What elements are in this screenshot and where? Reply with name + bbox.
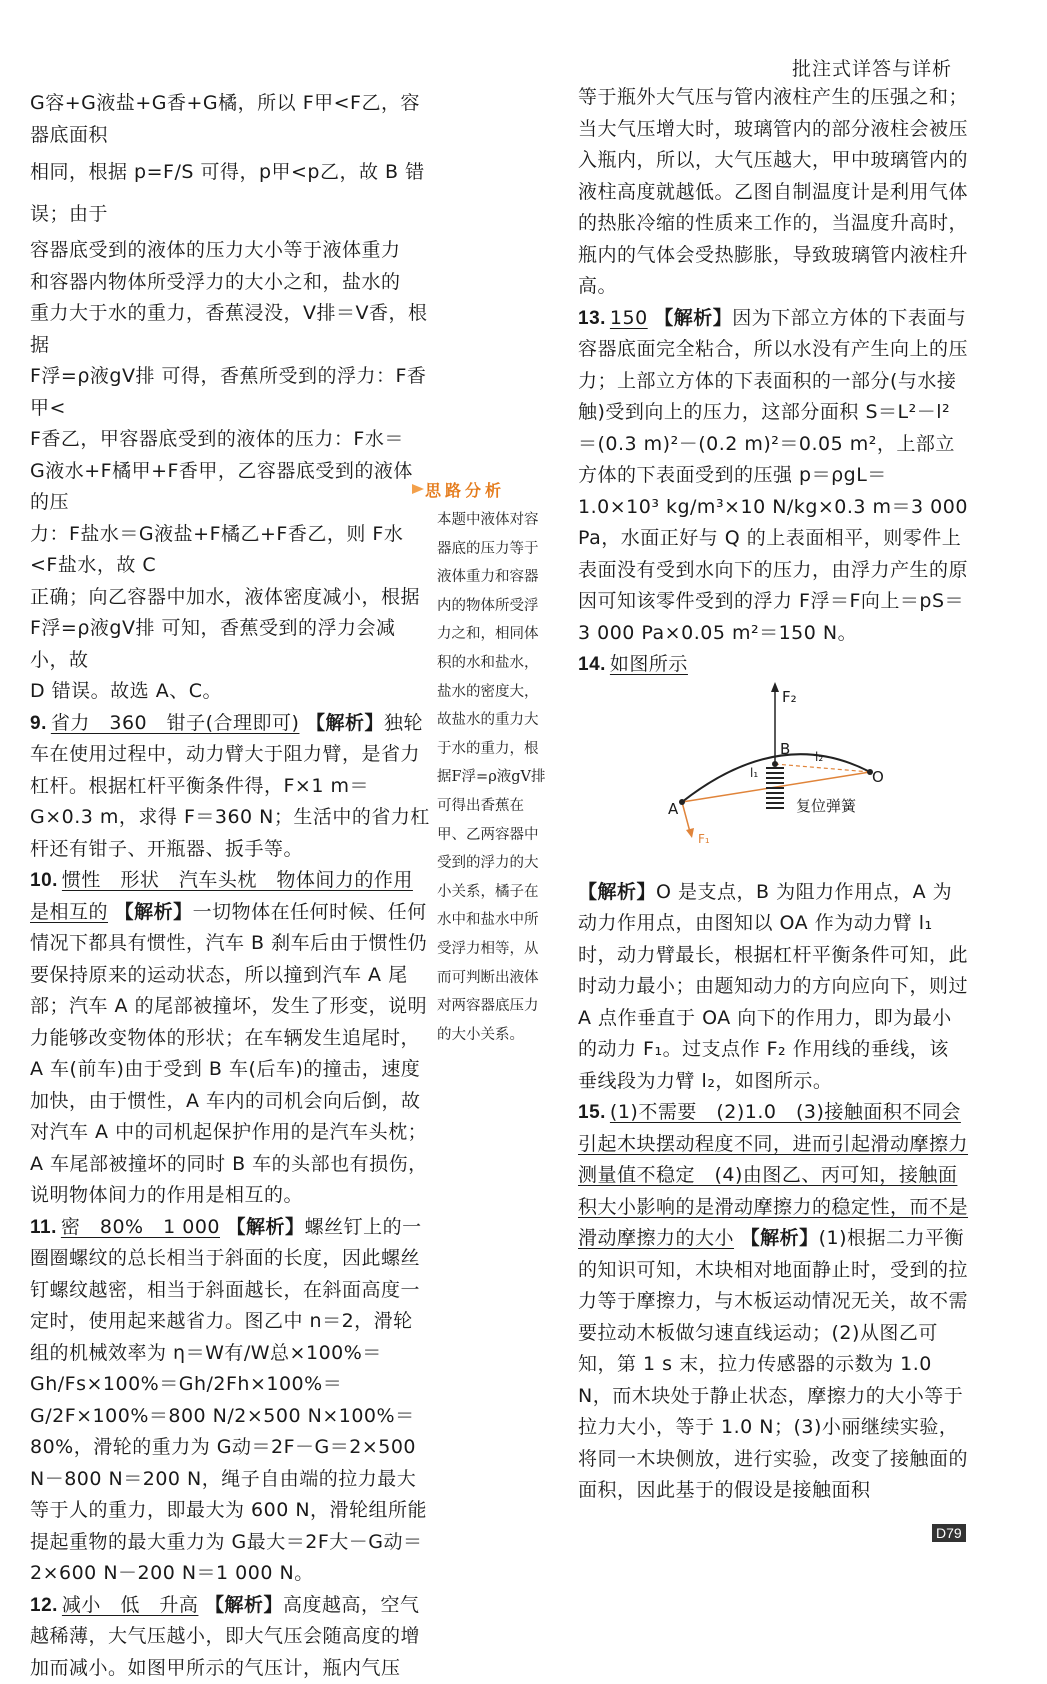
answer: 减小 低 升高 xyxy=(62,1594,199,1616)
force-f2-arrow-icon xyxy=(771,682,779,692)
question-12 xyxy=(30,1590,430,1684)
force-f1-line xyxy=(682,802,690,832)
question-number: 11. xyxy=(30,1217,57,1238)
line: F浮=ρ液gV排 可得，香蕉所受到的浮力：F香甲< xyxy=(30,361,430,424)
question-13 xyxy=(578,303,968,650)
question-number: 12. xyxy=(30,1595,58,1616)
question-12-continued: 等于瓶外大气压与管内液柱产生的压强之和；当大气压增大时，玻璃管内的部分液柱会被压入瓶内，所以，大气压越大，甲中玻璃管内的液柱高度就越低。乙图自制温度计是利用气体的热胀冷缩的性质来工作的，当温度升高时，瓶内的气体会受热膨胀，导致玻璃管内液柱升高。 xyxy=(578,82,968,303)
analysis-tag: 【解析】 xyxy=(654,307,732,329)
answer: (1)不需要 (2)1.0 (3)接触面积不同会引起木块摆动程度不同，进而引起滑动摩擦力测量值不稳定 (4)由图乙、丙可知，接触面积大小影响的是滑动摩擦力的稳定性，而不是滑动摩擦力的大小 xyxy=(578,1101,968,1249)
analysis-text: 因为下部立方体的下表面与容器底面完全粘合，所以水没有产生向上的压力；上部立方体的下表面积的一部分(与水接触)受到向上的压力，这部分面积 S＝L²－l²＝(0.3 m)²－(0.2 m)²＝0.05 m²，上部立方体的下表面受到的压强 p＝ρgL＝1.0×10³ kg/m³×10 N/kg×0.3 m＝3 000 Pa，水面正好与 Q 的上表面相平，则零件上表面没有受到水向下的压力，由浮力产生的原因可知该零件受到的浮力 F浮＝F向上＝pS＝3 000 Pa×0.05 m²＝150 N。 xyxy=(578,307,968,644)
question-15 xyxy=(578,1097,968,1507)
label-a: A xyxy=(668,800,678,818)
side-note-title: 思路分析 xyxy=(425,478,505,501)
page-header: 批注式详答与详析 xyxy=(792,54,952,81)
analysis-text: 螺丝钉上的一圈圈螺纹的总长相当于斜面的长度，因此螺丝钉螺纹越密，相当于斜面越长，在斜面高度一定时，使用起来越省力。图乙中 n＝2，滑轮组的机械效率为 η＝W有/W总×100%＝Gh/Fs×100%＝Gh/2Fh×100%＝G/2F×100%＝800 N/2×500 N×100%＝80%，滑轮的重力为 G动＝2F－G＝2×500 N－800 N＝200 N，绳子自由端的拉力最大等于人的重力，即最大为 600 N，滑轮组所能提起重物的最大重力为 G最大＝2F大－G动＝2×600 N－200 N＝1 000 N。 xyxy=(30,1216,427,1585)
point-a xyxy=(679,799,685,805)
answer: 省力 360 钳子(合理即可) xyxy=(51,712,300,734)
analysis-text: 独轮车在使用过程中，动力臂大于阻力臂，是省力杠杆。根据杠杆平衡条件得，F×1 m＝G×0.3 m，求得 F＝360 N；生活中的省力杠杆还有钳子、开瓶器、扳手等。 xyxy=(30,712,430,860)
question-11 xyxy=(30,1212,430,1590)
label-f1: F₁ xyxy=(698,832,710,846)
question-14-analysis xyxy=(578,877,968,1098)
line: F浮=ρ液gV排 可知，香蕉受到的浮力会减小，故 xyxy=(30,613,430,676)
analysis-text: (1)根据二力平衡的知识可知，木块相对地面静止时，受到的拉力等于摩擦力，与木板运动情况无关，故不需要拉动木板做匀速直线运动；(2)从图乙可知，第 1 s 末，拉力传感器的示数为 1.0 N，而木块处于静止状态，摩擦力的大小等于拉力大小，等于 1.0 N；(3)小丽继续实验，将同一木块侧放，进行实验，改变了接触面的面积，因此基于的假设是接触面积 xyxy=(578,1227,968,1501)
lever-figure xyxy=(660,680,900,860)
analysis-text: O 是支点，B 为阻力作用点，A 为动力作用点，由图知以 OA 作为动力臂 l₁ 时，动力臂最长，根据杠杆平衡条件可知，此时动力最小；由题知动力的方向应向下，则过 A 点作垂直于 OA 向下的作用力，即为最小的动力 F₁。过支点作 F₂ 作用线的垂线，该垂线段为力臂 l₂，如图所示。 xyxy=(578,881,968,1092)
answer: 150 xyxy=(610,307,648,329)
line: 力：F盐水＝G液盐+F橘乙+F香乙，则 F水<F盐水，故 C xyxy=(30,519,430,582)
question-10 xyxy=(30,865,430,1212)
label-f2: F₂ xyxy=(782,688,797,706)
analysis-tag: 【解析】 xyxy=(115,901,193,923)
question-number: 13. xyxy=(578,308,606,329)
line: G容+G液盐+G香+G橘，所以 F甲<F乙，容器底面积 xyxy=(30,88,430,151)
analysis-tag: 【解析】 xyxy=(205,1594,283,1616)
question-number: 10. xyxy=(30,870,58,891)
left-column xyxy=(30,88,430,1684)
label-l2: l₂ xyxy=(815,750,823,764)
label-b: B xyxy=(780,740,790,758)
analysis-tag: 【解析】 xyxy=(306,712,384,734)
analysis-tag: 【解析】 xyxy=(227,1216,305,1238)
question-14 xyxy=(578,649,968,681)
lever-diagram xyxy=(660,680,900,860)
line: 容器底受到的液体的压力大小等于液体重力 xyxy=(30,235,430,267)
answer: 惯性 形状 汽车头枕 物体间力的作用是相互的 xyxy=(30,869,413,923)
question-number: 15. xyxy=(578,1102,606,1123)
question-number: 9. xyxy=(30,713,47,734)
side-note-text: 本题中液体对容器底的压力等于液体重力和容器内的物体所受浮力之和，相同体积的水和盐水，盐水的密度大，故盐水的重力大于水的重力，根据F浮=ρ液gV排可得出香蕉在甲、乙两容器中受到的浮力的大小关系，橘子在水中和盐水中所受浮力相等，从而可判断出液体对两容器底压力的大小关系。 xyxy=(437,506,549,1049)
spring-icon xyxy=(766,764,784,812)
line: 相同，根据 p=F/S 可得，p甲<p乙，故 B 错误；由于 xyxy=(30,151,430,235)
point-b xyxy=(772,761,778,767)
question-9 xyxy=(30,708,430,866)
label-o: O xyxy=(872,768,884,786)
line: F香乙，甲容器底受到的液体的压力：F水＝ xyxy=(30,424,430,456)
line: 正确；向乙容器中加水，液体密度减小，根据 xyxy=(30,582,430,614)
line: 重力大于水的重力，香蕉浸没，V排＝V香，根据 xyxy=(30,298,430,361)
analysis-text: 高度越高，空气越稀薄，大气压越小，即大气压会随高度的增加而减小。如图甲所示的气压计，瓶内气压 xyxy=(30,1594,420,1679)
label-l1: l₁ xyxy=(750,766,758,780)
question-number: 14. xyxy=(578,654,606,675)
force-f1-arrow-icon xyxy=(686,828,694,838)
page-number: D79 xyxy=(932,1524,966,1542)
label-spring: 复位弹簧 xyxy=(796,795,856,816)
line: D 错误。故选 A、C。 xyxy=(30,676,430,708)
analysis-tag: 【解析】 xyxy=(741,1227,819,1249)
analysis-tag: 【解析】 xyxy=(578,881,656,903)
line: G液水+F橘甲+F香甲，乙容器底受到的液体的压 xyxy=(30,456,430,519)
answer: 如图所示 xyxy=(610,653,688,675)
line: 和容器内物体所受浮力的大小之和，盐水的 xyxy=(30,267,430,299)
answer: 密 80% 1 000 xyxy=(61,1216,220,1238)
analysis-text: 一切物体在任何时候、任何情况下都具有惯性，汽车 B 刹车后由于惯性仍要保持原来的运动状态，所以撞到汽车 A 尾部；汽车 A 的尾部被撞坏，发生了形变，说明力能够改变物体的形状；在车辆发生追尾时，A 车(前车)由于受到 B 车(后车)的撞击，速度加快，由于惯性，A 车内的司机会向后倒，故对汽车 A 中的司机起保护作用的是汽车头枕；A 车尾部被撞坏的同时 B 车的头部也有损伤，说明物体间力的作用是相互的。 xyxy=(30,901,428,1207)
